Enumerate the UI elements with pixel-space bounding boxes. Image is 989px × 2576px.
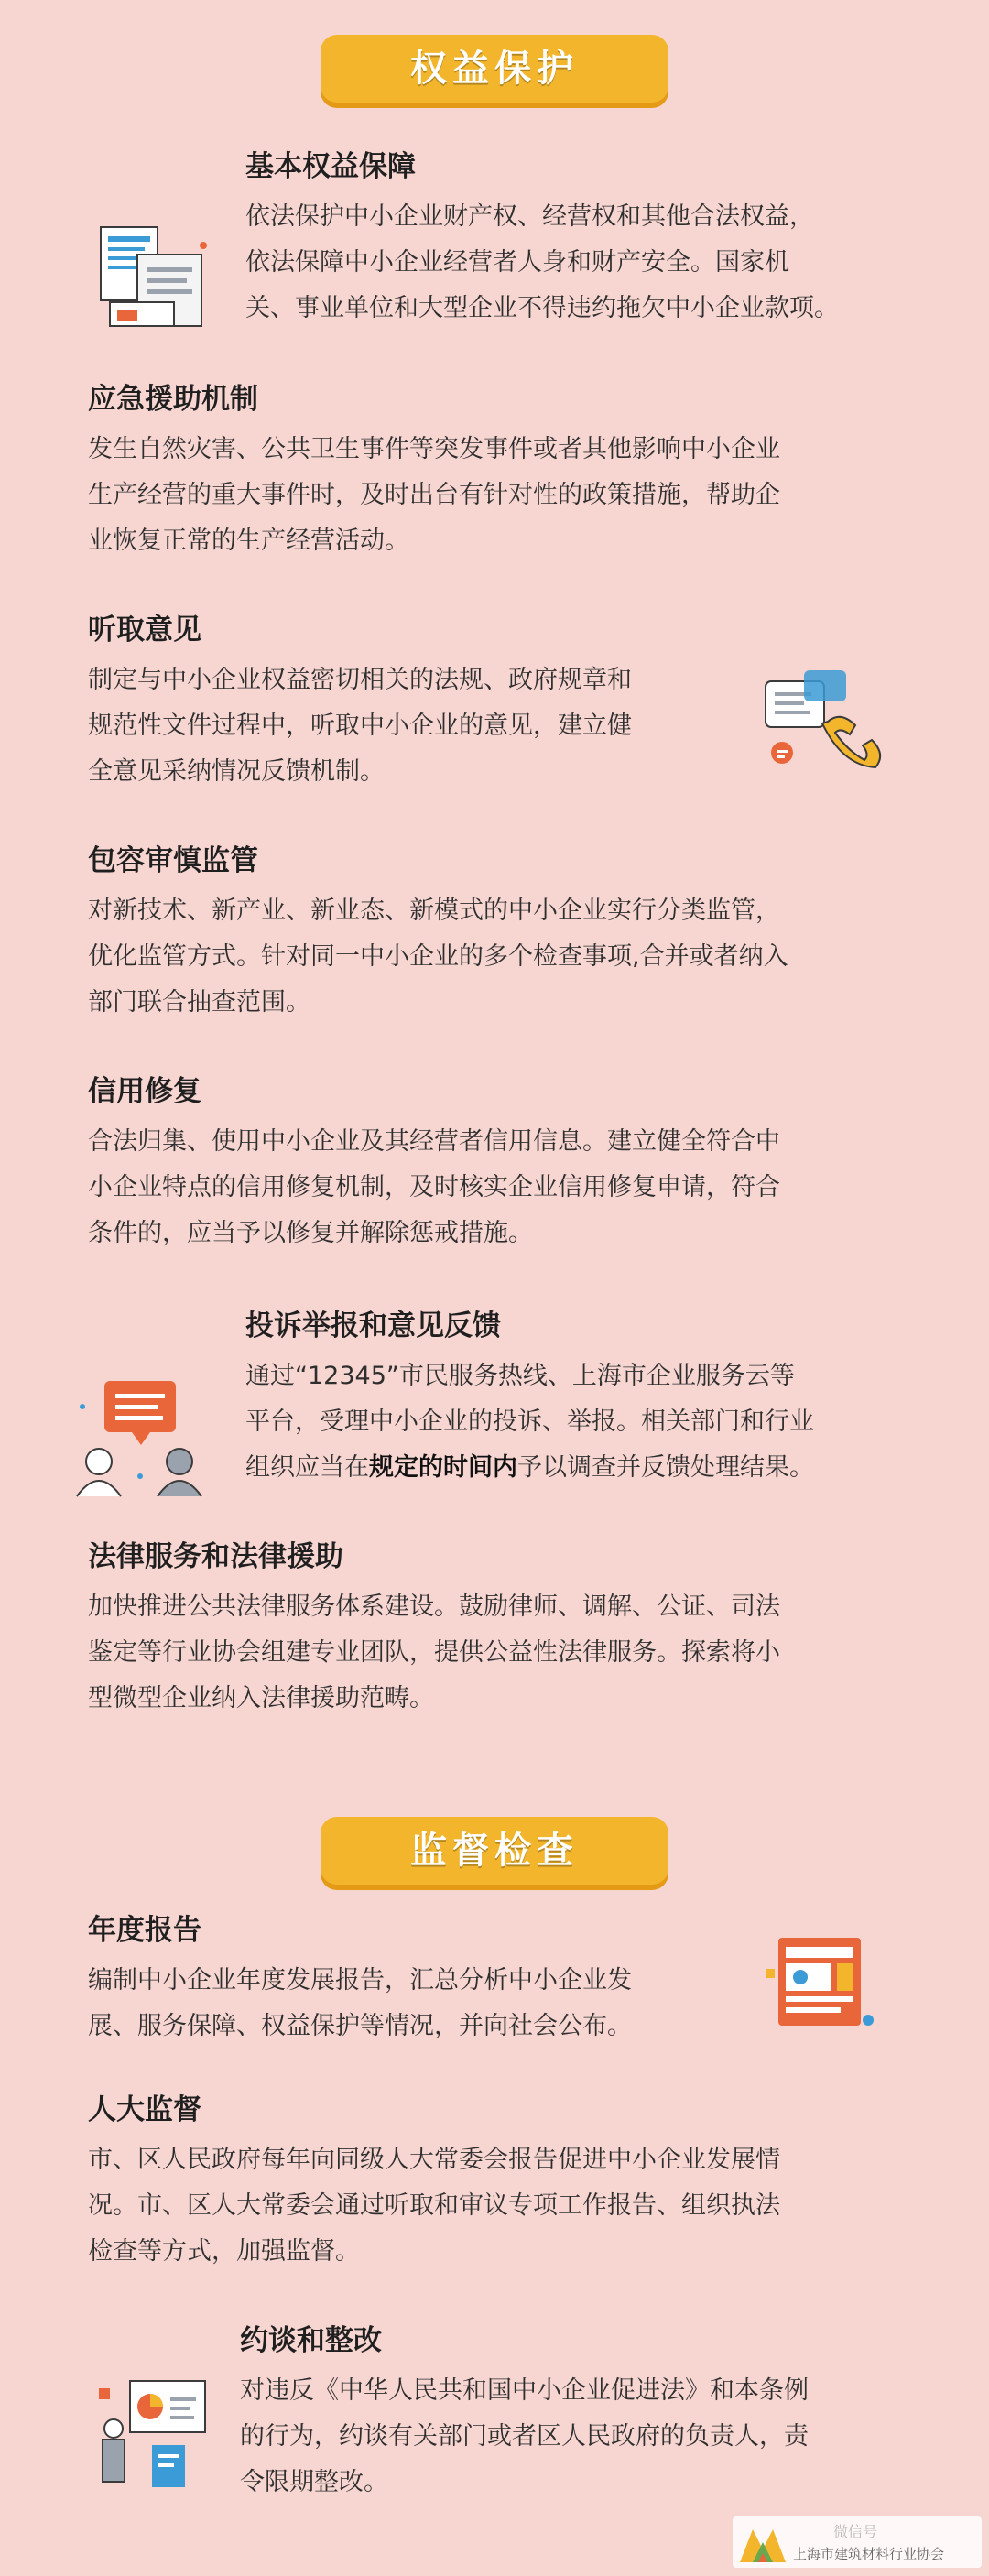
- section-annual-report: [88, 1910, 784, 2049]
- section-title: 听取意见: [88, 614, 201, 647]
- section-text: 通过“12345”市民服务热线、上海市企业服务云等 平台，受理中小企业的投诉、举报。相关部门和行业 组织应当在规定的时间内予以调查并反馈处理结果。: [245, 1362, 814, 1482]
- section-emergency-aid: [88, 379, 967, 564]
- section-title: 人大监督: [88, 2093, 201, 2126]
- highlight-text: 规定的时间内: [369, 1453, 517, 1482]
- section-banner-supervision: [321, 1817, 668, 1885]
- section-title: 包容审慎监管: [88, 844, 258, 877]
- section-text: 合法归集、使用中小企业及其经营者信用信息。建立健全符合中 小企业特点的信用修复机制，及时核实企业信用修复申请，符合 条件的，应当予以修复并解除惩戒措施。: [88, 1127, 780, 1247]
- section-text: 加快推进公共法律服务体系建设。鼓励律师、调解、公证、司法 鉴定等行业协会组建专业团队，提供公益性法律服务。探索将小 型微型企业纳入法律援助范畴。: [88, 1592, 780, 1712]
- association-logo: [733, 2516, 982, 2568]
- phone-chat-icon: [756, 665, 885, 784]
- section-banner-rights: [321, 35, 668, 103]
- section-basic-rights: [245, 147, 960, 332]
- section-listen-opinions: [88, 610, 784, 795]
- presentation-icon: [93, 2372, 217, 2495]
- section-prudent-supervision: [88, 841, 967, 1026]
- banner-label: 监督检查: [410, 1830, 579, 1872]
- section-text: 对违反《中华人民共和国中小企业促进法》和本条例 的行为，约谈有关部门或者区人民政府的负责人，责 令限期整改。: [240, 2376, 809, 2496]
- section-legal-service: [88, 1537, 967, 1722]
- section-text: 发生自然灾害、公共卫生事件等突发事件或者其他影响中小企业 生产经营的重大事件时，及时出台有针对性的政策措施，帮助企 业恢复正常的生产经营活动。: [88, 435, 780, 555]
- watermark-text: 微信号: [833, 2523, 878, 2540]
- section-title: 信用修复: [88, 1075, 201, 1108]
- section-complaints-feedback: [245, 1306, 969, 1491]
- section-text: 对新技术、新产业、新业态、新模式的中小企业实行分类监管， 优化监管方式。针对同一中小企业的多个检查事项,合并或者纳入 部门联合抽查范围。: [88, 897, 788, 1016]
- section-title: 法律服务和法律援助: [88, 1540, 343, 1573]
- section-title: 投诉举报和意见反馈: [245, 1310, 501, 1342]
- section-title: 基本权益保障: [245, 150, 416, 183]
- section-npc-supervision: [88, 2090, 967, 2275]
- section-text: 编制中小企业年度发展报告，汇总分析中小企业发 展、服务保障、权益保护等情况，并向社会公布。: [88, 1966, 632, 2040]
- section-credit-repair: [88, 1071, 967, 1256]
- report-board-icon: [760, 1932, 879, 2042]
- section-text: 制定与中小企业权益密切相关的法规、政府规章和 规范性文件过程中，听取中小企业的意见，建立健 全意见采纳情况反馈机制。: [88, 666, 632, 786]
- section-title: 年度报告: [88, 1914, 201, 1947]
- association-logo-icon: [738, 2522, 788, 2564]
- section-title: 约谈和整改: [240, 2324, 382, 2357]
- complaint-chat-icon: [71, 1374, 209, 1502]
- section-text: 市、区人民政府每年向同级人大常委会报告促进中小企业发展情 况。市、区人大常委会通过听取和审议专项工作报告、组织执法 检查等方式，加强监督。: [88, 2146, 780, 2266]
- association-name: 上海市建筑材料行业协会: [793, 2546, 945, 2562]
- section-title: 应急援助机制: [88, 383, 258, 416]
- section-interview-rectify: [240, 2321, 963, 2505]
- section-text: 依法保护中小企业财产权、经营权和其他合法权益， 依法保障中小企业经营者人身和财产安全。国家机 关、事业单位和大型企业不得违约拖欠中小企业款项。: [245, 202, 839, 322]
- document-printer-icon: [92, 218, 215, 337]
- banner-label: 权益保护: [410, 48, 579, 90]
